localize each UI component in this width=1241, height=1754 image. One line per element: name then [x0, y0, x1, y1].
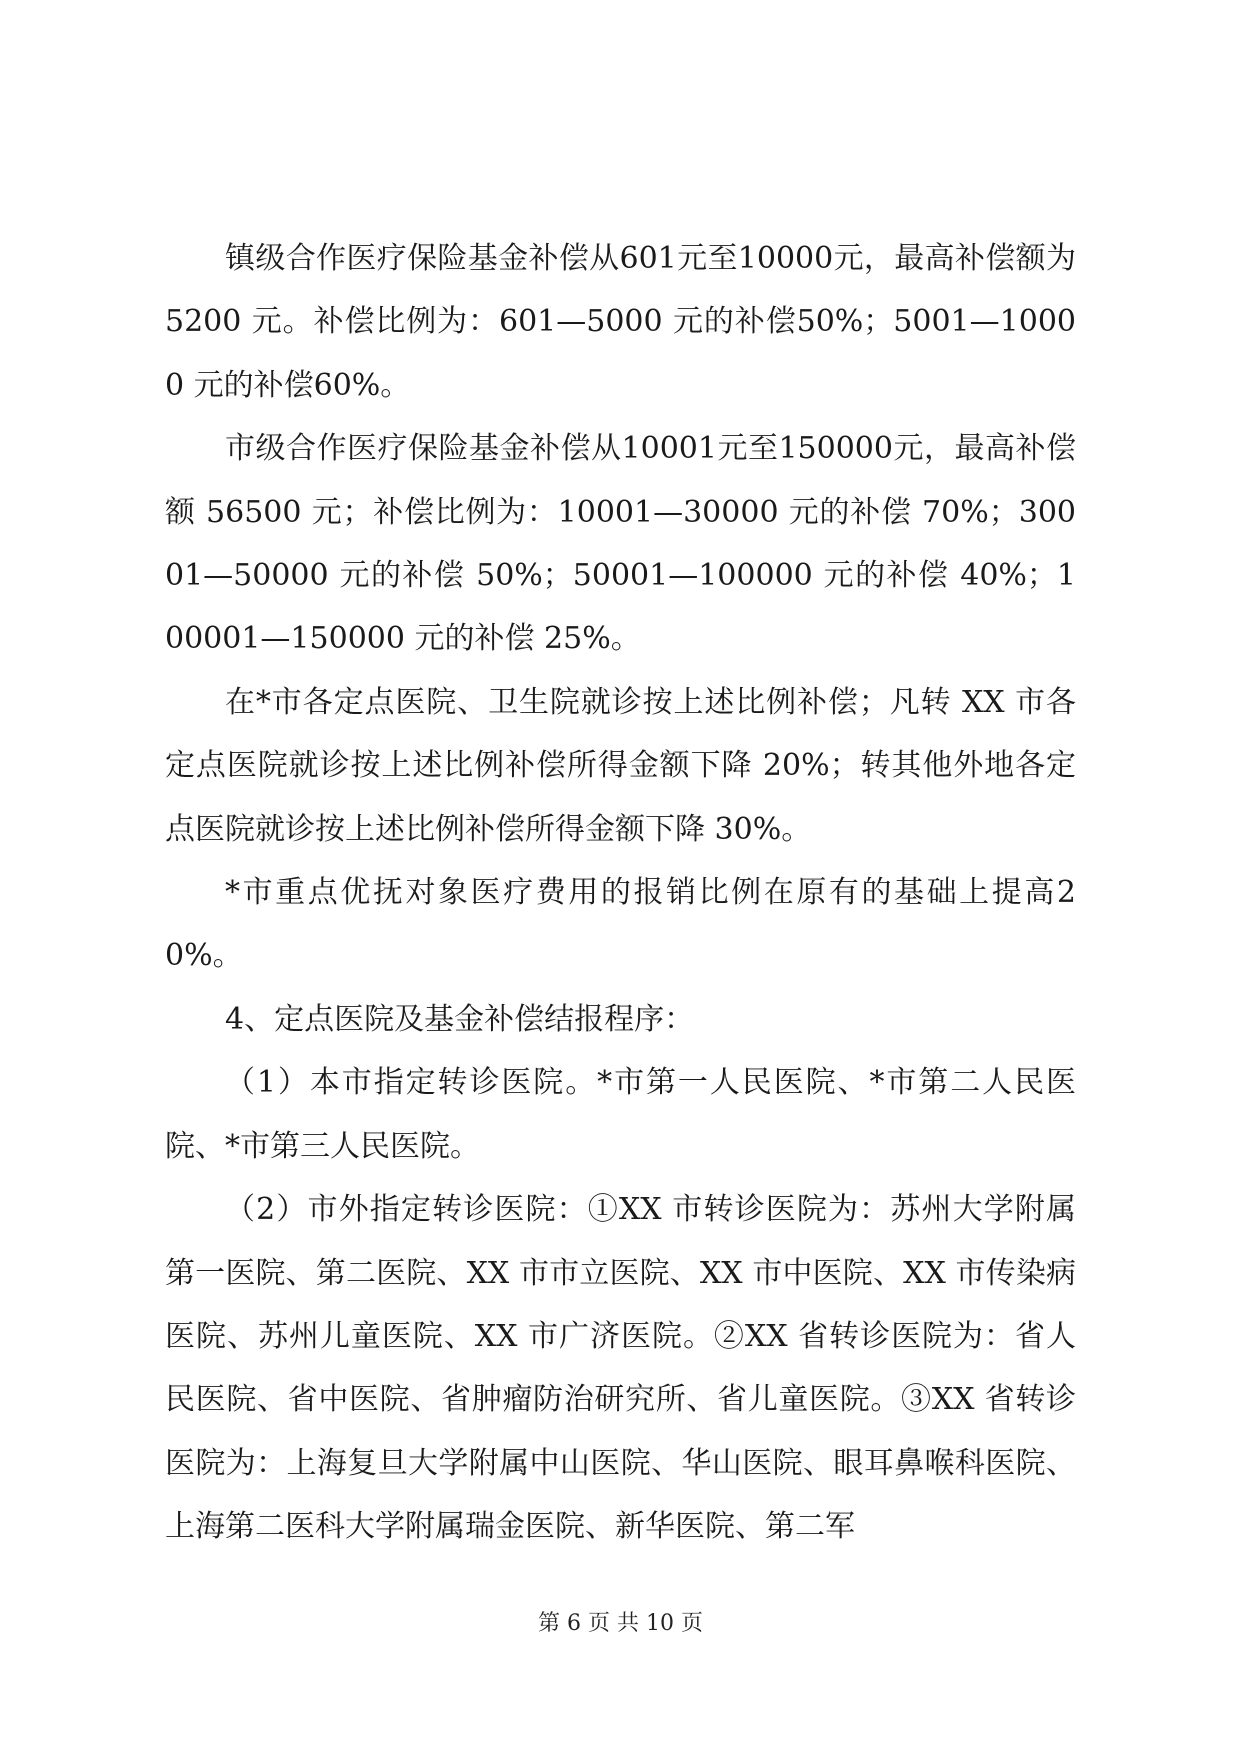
paragraph-external-hospitals: （2）市外指定转诊医院：①XX 市转诊医院为：苏州大学附属第一医院、第二医院、XX 市市立医院、XX 市中医院、XX 市传染病医院、苏州儿童医院、XX 市广济医院。②XX 省转诊医院为：省人民医院、省中医院、省肿瘤防治研究所、省儿童医院。③XX 省转诊医院为：上海复旦大学附属中山医院、华山医院、眼耳鼻喉科医院、上海第二医科大学附属瑞金医院、新华医院、第二军 [165, 1192, 1076, 1545]
paragraph-local-hospitals: （1）本市指定转诊医院。*市第一人民医院、*市第二人民医院、*市第三人民医院。 [165, 1065, 1076, 1164]
paragraph-hospital-reduction: 在*市各定点医院、卫生院就诊按上述比例补偿；凡转 XX 市各定点医院就诊按上述比例补偿所得金额下降 20%；转其他外地各定点医院就诊按上述比例补偿所得金额下降 30%。 [165, 684, 1076, 847]
paragraph-town-compensation: 镇级合作医疗保险基金补偿从601元至10000元，最高补偿额为5200 元。补偿比例为：601—5000 元的补偿50%；5001—10000 元的补偿60%。 [165, 241, 1076, 403]
document-body [165, 227, 1076, 1559]
paragraph-priority-recipients: *市重点优抚对象医疗费用的报销比例在原有的基础上提高20%。 [165, 875, 1076, 974]
section-heading-procedures: 4、定点医院及基金补偿结报程序： [225, 1001, 695, 1037]
page-footer: 第 6 页 共 10 页 [538, 1611, 703, 1636]
paragraph-city-compensation: 市级合作医疗保险基金补偿从10001元至150000元，最高补偿额 56500 元；补偿比例为：10001—30000 元的补偿 70%；30001—50000 元的补偿 50%；50001—100000 元的补偿 40%；100001—150000 元的补偿 25%。 [165, 431, 1076, 657]
